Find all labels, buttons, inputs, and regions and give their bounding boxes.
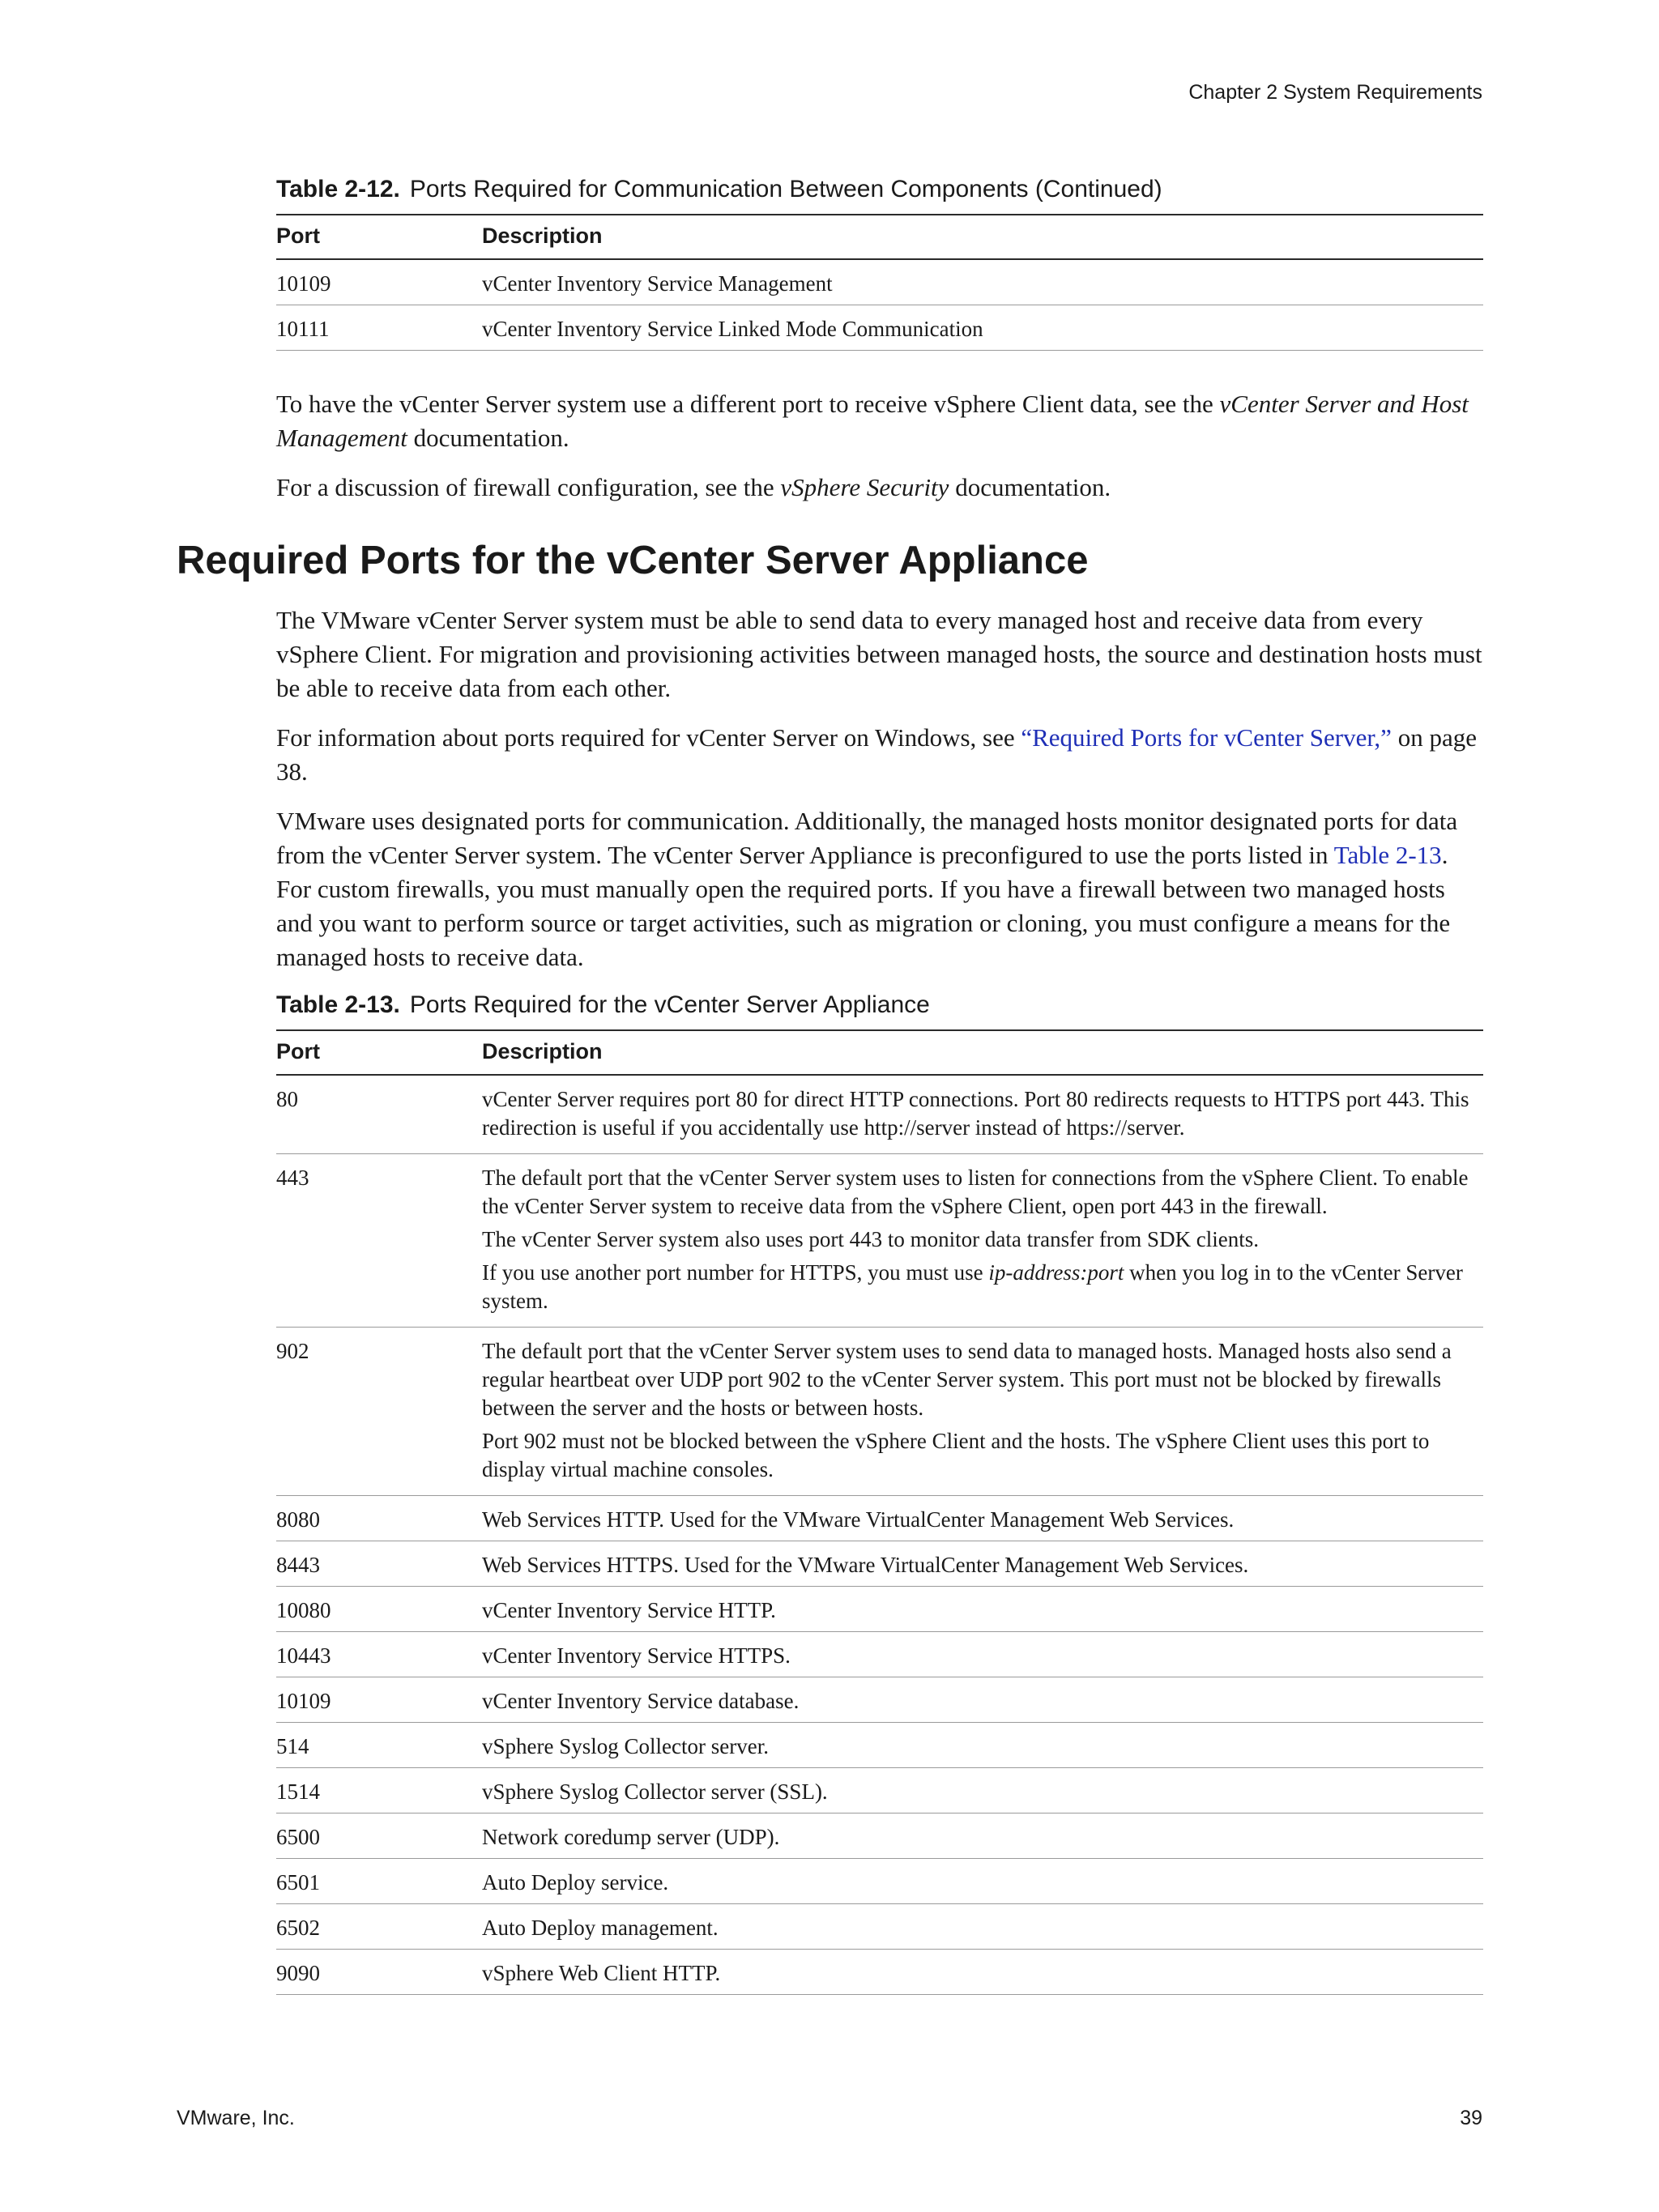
description-text	[482, 1259, 1483, 1315]
intro-block	[276, 387, 1483, 520]
column-header-description: Description	[482, 215, 1483, 259]
table-number: Table 2-13.	[276, 991, 400, 1018]
table-row	[276, 1723, 1483, 1768]
description-cell	[482, 1328, 1483, 1496]
table-row	[276, 1768, 1483, 1813]
table-row	[276, 1154, 1483, 1328]
description-cell: vSphere Web Client HTTP.	[482, 1950, 1483, 1995]
port-cell: 6502	[276, 1904, 482, 1950]
text-span: For a discussion of firewall configuration, see the	[276, 473, 781, 501]
port-cell: 10443	[276, 1632, 482, 1677]
doc-title-emphasis: vSphere Security	[780, 473, 949, 501]
description-cell: vCenter Inventory Service HTTPS.	[482, 1632, 1483, 1677]
table-row	[276, 1075, 1483, 1154]
table-row	[276, 1496, 1483, 1541]
description-cell: Auto Deploy management.	[482, 1904, 1483, 1950]
port-cell: 902	[276, 1328, 482, 1496]
text-span: documentation.	[949, 473, 1111, 501]
description-text: The default port that the vCenter Server system uses to send data to managed hosts. Managed hosts also send a regular heartbeat over UDP port 902 to the vCenter Server system. This port must not be blocked by firewalls between the server and the hosts or between hosts.	[482, 1339, 1452, 1420]
description-cell: Auto Deploy service.	[482, 1859, 1483, 1904]
description-cell: vCenter Inventory Service database.	[482, 1677, 1483, 1723]
table-caption	[276, 991, 1483, 1020]
ports-table-2-12	[276, 214, 1483, 351]
text-span: VMware uses designated ports for communication. Additionally, the managed hosts monitor designated ports for data from the vCenter Server system. The vCenter Server Appliance is preconfigured to use the ports listed in	[276, 807, 1458, 869]
port-cell: 9090	[276, 1950, 482, 1995]
port-cell: 80	[276, 1075, 482, 1154]
text-span: on page 38.	[276, 723, 1477, 786]
text-span: when you log in to the vCenter Server system.	[482, 1260, 1463, 1313]
table-header-row	[276, 1030, 1483, 1075]
port-cell: 1514	[276, 1768, 482, 1813]
port-cell: 6501	[276, 1859, 482, 1904]
text-span: documentation.	[407, 424, 569, 452]
intro-paragraph-port-change	[276, 387, 1483, 455]
description-cell: vSphere Syslog Collector server (SSL).	[482, 1768, 1483, 1813]
table-row	[276, 1859, 1483, 1904]
table-row	[276, 1587, 1483, 1632]
port-cell: 8443	[276, 1541, 482, 1587]
running-head: Chapter 2 System Requirements	[1188, 81, 1482, 104]
description-cell	[482, 1154, 1483, 1328]
table-row	[276, 1677, 1483, 1723]
description-cell: vCenter Inventory Service Management	[482, 259, 1483, 305]
port-cell: 8080	[276, 1496, 482, 1541]
port-cell: 10109	[276, 259, 482, 305]
description-text: vCenter Server requires port 80 for direct HTTP connections. Port 80 redirects requests to HTTPS port 443. This redirection is useful if you accidentally use http://server instead of https://server.	[482, 1087, 1469, 1140]
description-cell: Web Services HTTPS. Used for the VMware VirtualCenter Management Web Services.	[482, 1541, 1483, 1587]
section-heading: Required Ports for the vCenter Server Appliance	[177, 539, 1089, 582]
table-row	[276, 259, 1483, 305]
description-cell: vCenter Inventory Service HTTP.	[482, 1587, 1483, 1632]
description-text: The vCenter Server system also uses port 443 to monitor data transfer from SDK clients.	[482, 1227, 1260, 1251]
port-cell: 10109	[276, 1677, 482, 1723]
table-number: Table 2-12.	[276, 176, 400, 202]
table-2-13-block	[276, 991, 1483, 1995]
table-header-row	[276, 215, 1483, 259]
description-cell: vSphere Syslog Collector server.	[482, 1723, 1483, 1768]
table-title: Ports Required for the vCenter Server Appliance	[409, 991, 930, 1018]
text-span: For information about ports required for vCenter Server on Windows, see	[276, 723, 1021, 752]
table-2-12-block	[276, 175, 1483, 351]
intro-paragraph-firewall	[276, 471, 1483, 505]
section-paragraph: The VMware vCenter Server system must be able to send data to every managed host and receive data from every vSphere Client. For migration and provisioning activities between managed hosts, the source and destination hosts must be able to receive data from each other.	[276, 606, 1482, 702]
footer-page-number: 39	[1460, 2107, 1482, 2129]
table-row	[276, 1904, 1483, 1950]
table-row	[276, 1328, 1483, 1496]
port-cell: 443	[276, 1154, 482, 1328]
table-row	[276, 1813, 1483, 1859]
description-cell: vCenter Inventory Service Linked Mode Communication	[482, 305, 1483, 351]
description-cell: Web Services HTTP. Used for the VMware VirtualCenter Management Web Services.	[482, 1496, 1483, 1541]
column-header-description: Description	[482, 1030, 1483, 1075]
column-header-port: Port	[276, 215, 482, 259]
port-cell: 6500	[276, 1813, 482, 1859]
description-text: The default port that the vCenter Server system uses to listen for connections from the vSphere Client. To enable the vCenter Server system to receive data from the vSphere Client, open port 443 in the firewall.	[482, 1166, 1469, 1218]
description-cell: Network coredump server (UDP).	[482, 1813, 1483, 1859]
text-span: . For custom firewalls, you must manually open the required ports. If you have a firewall between two managed hosts and you want to perform source or target activities, such as migration or cloning, you must configure a means for the managed hosts to receive data.	[276, 841, 1451, 971]
table-reference-link[interactable]: Table 2-13	[1333, 841, 1442, 869]
port-cell: 10111	[276, 305, 482, 351]
footer-company: VMware, Inc.	[177, 2107, 295, 2129]
table-row	[276, 1541, 1483, 1587]
section-paragraph-designated-ports	[276, 804, 1483, 974]
doc-title-emphasis: vCenter Server and Host Management	[276, 390, 1469, 452]
port-cell: 514	[276, 1723, 482, 1768]
placeholder-emphasis: ip-address:port	[988, 1260, 1124, 1285]
section-body	[276, 603, 1483, 990]
description-text: Port 902 must not be blocked between the vSphere Client and the hosts. The vSphere Client uses this port to display virtual machine consoles.	[482, 1429, 1430, 1481]
table-row	[276, 1950, 1483, 1995]
cross-reference-link[interactable]: “Required Ports for vCenter Server,”	[1021, 723, 1392, 752]
table-caption	[276, 175, 1483, 204]
section-paragraph-windows-ports	[276, 721, 1483, 789]
table-row	[276, 1632, 1483, 1677]
text-span: If you use another port number for HTTPS, you must use	[482, 1260, 989, 1285]
text-span: To have the vCenter Server system use a different port to receive vSphere Client data, see the	[276, 390, 1220, 418]
table-row	[276, 305, 1483, 351]
port-cell: 10080	[276, 1587, 482, 1632]
table-title: Ports Required for Communication Between Components (Continued)	[409, 176, 1162, 202]
ports-table-2-13	[276, 1029, 1483, 1995]
column-header-port: Port	[276, 1030, 482, 1075]
description-cell	[482, 1075, 1483, 1154]
